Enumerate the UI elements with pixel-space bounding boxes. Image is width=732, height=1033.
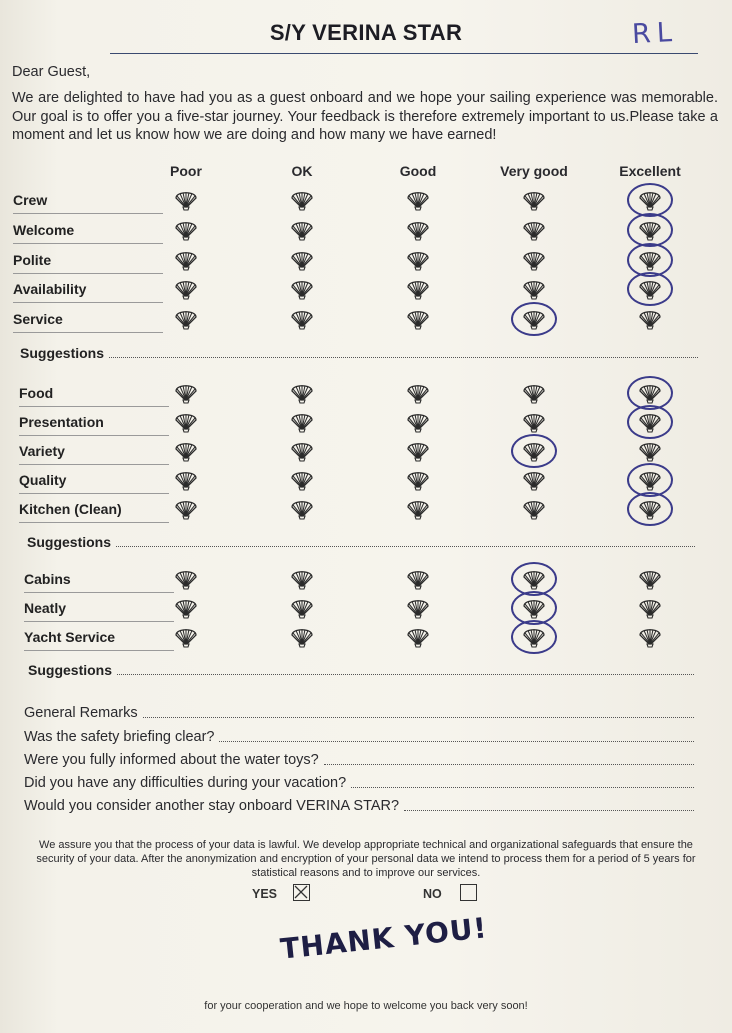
- scallop-shell-icon[interactable]: [521, 410, 547, 434]
- scallop-shell-icon[interactable]: [173, 188, 199, 212]
- question-field[interactable]: [24, 798, 694, 814]
- question-field[interactable]: [24, 729, 694, 745]
- question-text: Was the safety briefing clear?: [24, 729, 215, 745]
- rating-row-label: Food: [19, 385, 169, 407]
- rating-row-label: Service: [13, 311, 163, 333]
- scallop-shell-icon[interactable]: [173, 497, 199, 521]
- scallop-shell-icon[interactable]: [173, 307, 199, 331]
- column-header-ok: OK: [291, 163, 313, 179]
- greeting: Dear Guest,: [12, 64, 91, 80]
- question-text: General Remarks: [24, 705, 138, 721]
- handwritten-initials: RL: [631, 16, 679, 51]
- selection-circle: [511, 434, 557, 468]
- dotted-answer-line: [351, 786, 694, 788]
- consent-no-checkbox[interactable]: [460, 884, 477, 901]
- column-header-excellent: Excellent: [619, 163, 681, 179]
- rating-row-label: Availability: [13, 281, 163, 303]
- consent-yes-checkbox[interactable]: [293, 884, 310, 901]
- column-header-very-good: Very good: [500, 163, 568, 179]
- scallop-shell-icon[interactable]: [405, 439, 431, 463]
- scallop-shell-icon[interactable]: [173, 381, 199, 405]
- selection-circle: [511, 302, 557, 336]
- scallop-shell-icon[interactable]: [405, 596, 431, 620]
- scallop-shell-icon[interactable]: [173, 248, 199, 272]
- question-text: Were you fully informed about the water toys?: [24, 752, 319, 768]
- selection-circle: [627, 213, 673, 247]
- scallop-shell-icon[interactable]: [405, 381, 431, 405]
- scallop-shell-icon[interactable]: [521, 188, 547, 212]
- check-mark-icon: [294, 885, 308, 899]
- scallop-shell-icon[interactable]: [405, 188, 431, 212]
- rating-row-label: Presentation: [19, 414, 169, 436]
- scallop-shell-icon[interactable]: [173, 468, 199, 492]
- rating-row-label: Polite: [13, 252, 163, 274]
- scallop-shell-icon[interactable]: [637, 596, 663, 620]
- handwritten-thank-you: THANK YOU!: [278, 911, 489, 966]
- scallop-shell-icon[interactable]: [405, 625, 431, 649]
- scallop-shell-icon[interactable]: [173, 567, 199, 591]
- rating-row-label: Quality: [19, 472, 169, 494]
- scallop-shell-icon[interactable]: [521, 277, 547, 301]
- scallop-shell-icon[interactable]: [405, 248, 431, 272]
- dotted-answer-line: [117, 673, 694, 675]
- dotted-answer-line: [109, 356, 698, 358]
- title-divider: [110, 53, 698, 54]
- rating-row-label: Cabins: [24, 571, 174, 593]
- scallop-shell-icon[interactable]: [405, 567, 431, 591]
- scallop-shell-icon[interactable]: [521, 218, 547, 242]
- scallop-shell-icon[interactable]: [173, 625, 199, 649]
- column-header-good: Good: [399, 163, 437, 179]
- scallop-shell-icon[interactable]: [173, 218, 199, 242]
- dotted-answer-line: [404, 809, 694, 811]
- scallop-shell-icon[interactable]: [405, 307, 431, 331]
- intro-paragraph: We are delighted to have had you as a guest onboard and we hope your sailing experience was memorable. Our goal is to offer you a five-star journey. Your feedback is therefore extremely important to us.Please take a moment and let us know how we are doing and how many we have earned!: [12, 90, 718, 143]
- scallop-shell-icon[interactable]: [637, 439, 663, 463]
- suggestions-field[interactable]: [27, 534, 695, 550]
- suggestions-field[interactable]: [20, 345, 698, 361]
- scallop-shell-icon[interactable]: [289, 567, 315, 591]
- question-text: Did you have any difficulties during your vacation?: [24, 775, 347, 791]
- dotted-answer-line: [143, 716, 694, 718]
- rating-row-label: Kitchen (Clean): [19, 501, 169, 523]
- scallop-shell-icon[interactable]: [405, 277, 431, 301]
- consent-no-label: NO: [423, 887, 442, 901]
- scallop-shell-icon[interactable]: [405, 410, 431, 434]
- rating-row-label: Yacht Service: [24, 629, 174, 651]
- question-field[interactable]: [24, 775, 694, 791]
- question-text: Would you consider another stay onboard VERINA STAR?: [24, 798, 400, 814]
- scallop-shell-icon[interactable]: [289, 381, 315, 405]
- footer-message: for your cooperation and we hope to welcome you back very soon!: [204, 1000, 528, 1012]
- scallop-shell-icon[interactable]: [289, 468, 315, 492]
- scallop-shell-icon[interactable]: [637, 307, 663, 331]
- column-header-poor: Poor: [170, 163, 202, 179]
- scallop-shell-icon[interactable]: [289, 307, 315, 331]
- scallop-shell-icon[interactable]: [405, 497, 431, 521]
- scallop-shell-icon[interactable]: [289, 439, 315, 463]
- scallop-shell-icon[interactable]: [289, 188, 315, 212]
- scallop-shell-icon[interactable]: [521, 248, 547, 272]
- rating-row-label: Variety: [19, 443, 169, 465]
- consent-yes-label: YES: [252, 887, 278, 901]
- scallop-shell-icon[interactable]: [289, 248, 315, 272]
- selection-circle: [627, 183, 673, 217]
- scallop-shell-icon[interactable]: [405, 218, 431, 242]
- selection-circle: [627, 272, 673, 306]
- data-privacy-notice: We assure you that the process of your data is lawful. We develop appropriate technical and organizational safeguards that ensure the security of your data. After the anonymization and encryption of your personal data we intend to process them for a period of 5 years for statistical reasons and to improve our services.: [36, 839, 696, 879]
- selection-circle: [627, 405, 673, 439]
- rating-row-label: Neatly: [24, 600, 174, 622]
- scallop-shell-icon[interactable]: [521, 381, 547, 405]
- dotted-answer-line: [219, 740, 694, 742]
- scallop-shell-icon[interactable]: [289, 410, 315, 434]
- suggestions-label: Suggestions: [28, 662, 113, 678]
- selection-circle: [627, 492, 673, 526]
- scallop-shell-icon[interactable]: [521, 468, 547, 492]
- scallop-shell-icon[interactable]: [289, 218, 315, 242]
- scallop-shell-icon[interactable]: [521, 497, 547, 521]
- scallop-shell-icon[interactable]: [405, 468, 431, 492]
- scallop-shell-icon[interactable]: [173, 277, 199, 301]
- rating-row-label: Welcome: [13, 222, 163, 244]
- scallop-shell-icon[interactable]: [289, 497, 315, 521]
- scallop-shell-icon[interactable]: [289, 596, 315, 620]
- selection-circle: [511, 620, 557, 654]
- question-field[interactable]: [24, 705, 694, 721]
- scallop-shell-icon[interactable]: [637, 625, 663, 649]
- scallop-shell-icon[interactable]: [173, 439, 199, 463]
- form-title: S/Y VERINA STAR: [269, 20, 463, 45]
- scallop-shell-icon[interactable]: [173, 596, 199, 620]
- scallop-shell-icon[interactable]: [289, 277, 315, 301]
- scallop-shell-icon[interactable]: [289, 625, 315, 649]
- question-field[interactable]: [24, 752, 694, 768]
- dotted-answer-line: [116, 545, 695, 547]
- suggestions-field[interactable]: [28, 662, 694, 678]
- scallop-shell-icon[interactable]: [173, 410, 199, 434]
- dotted-answer-line: [324, 763, 694, 765]
- rating-row-label: Crew: [13, 192, 163, 214]
- suggestions-label: Suggestions: [27, 534, 112, 550]
- scallop-shell-icon[interactable]: [637, 567, 663, 591]
- suggestions-label: Suggestions: [20, 345, 105, 361]
